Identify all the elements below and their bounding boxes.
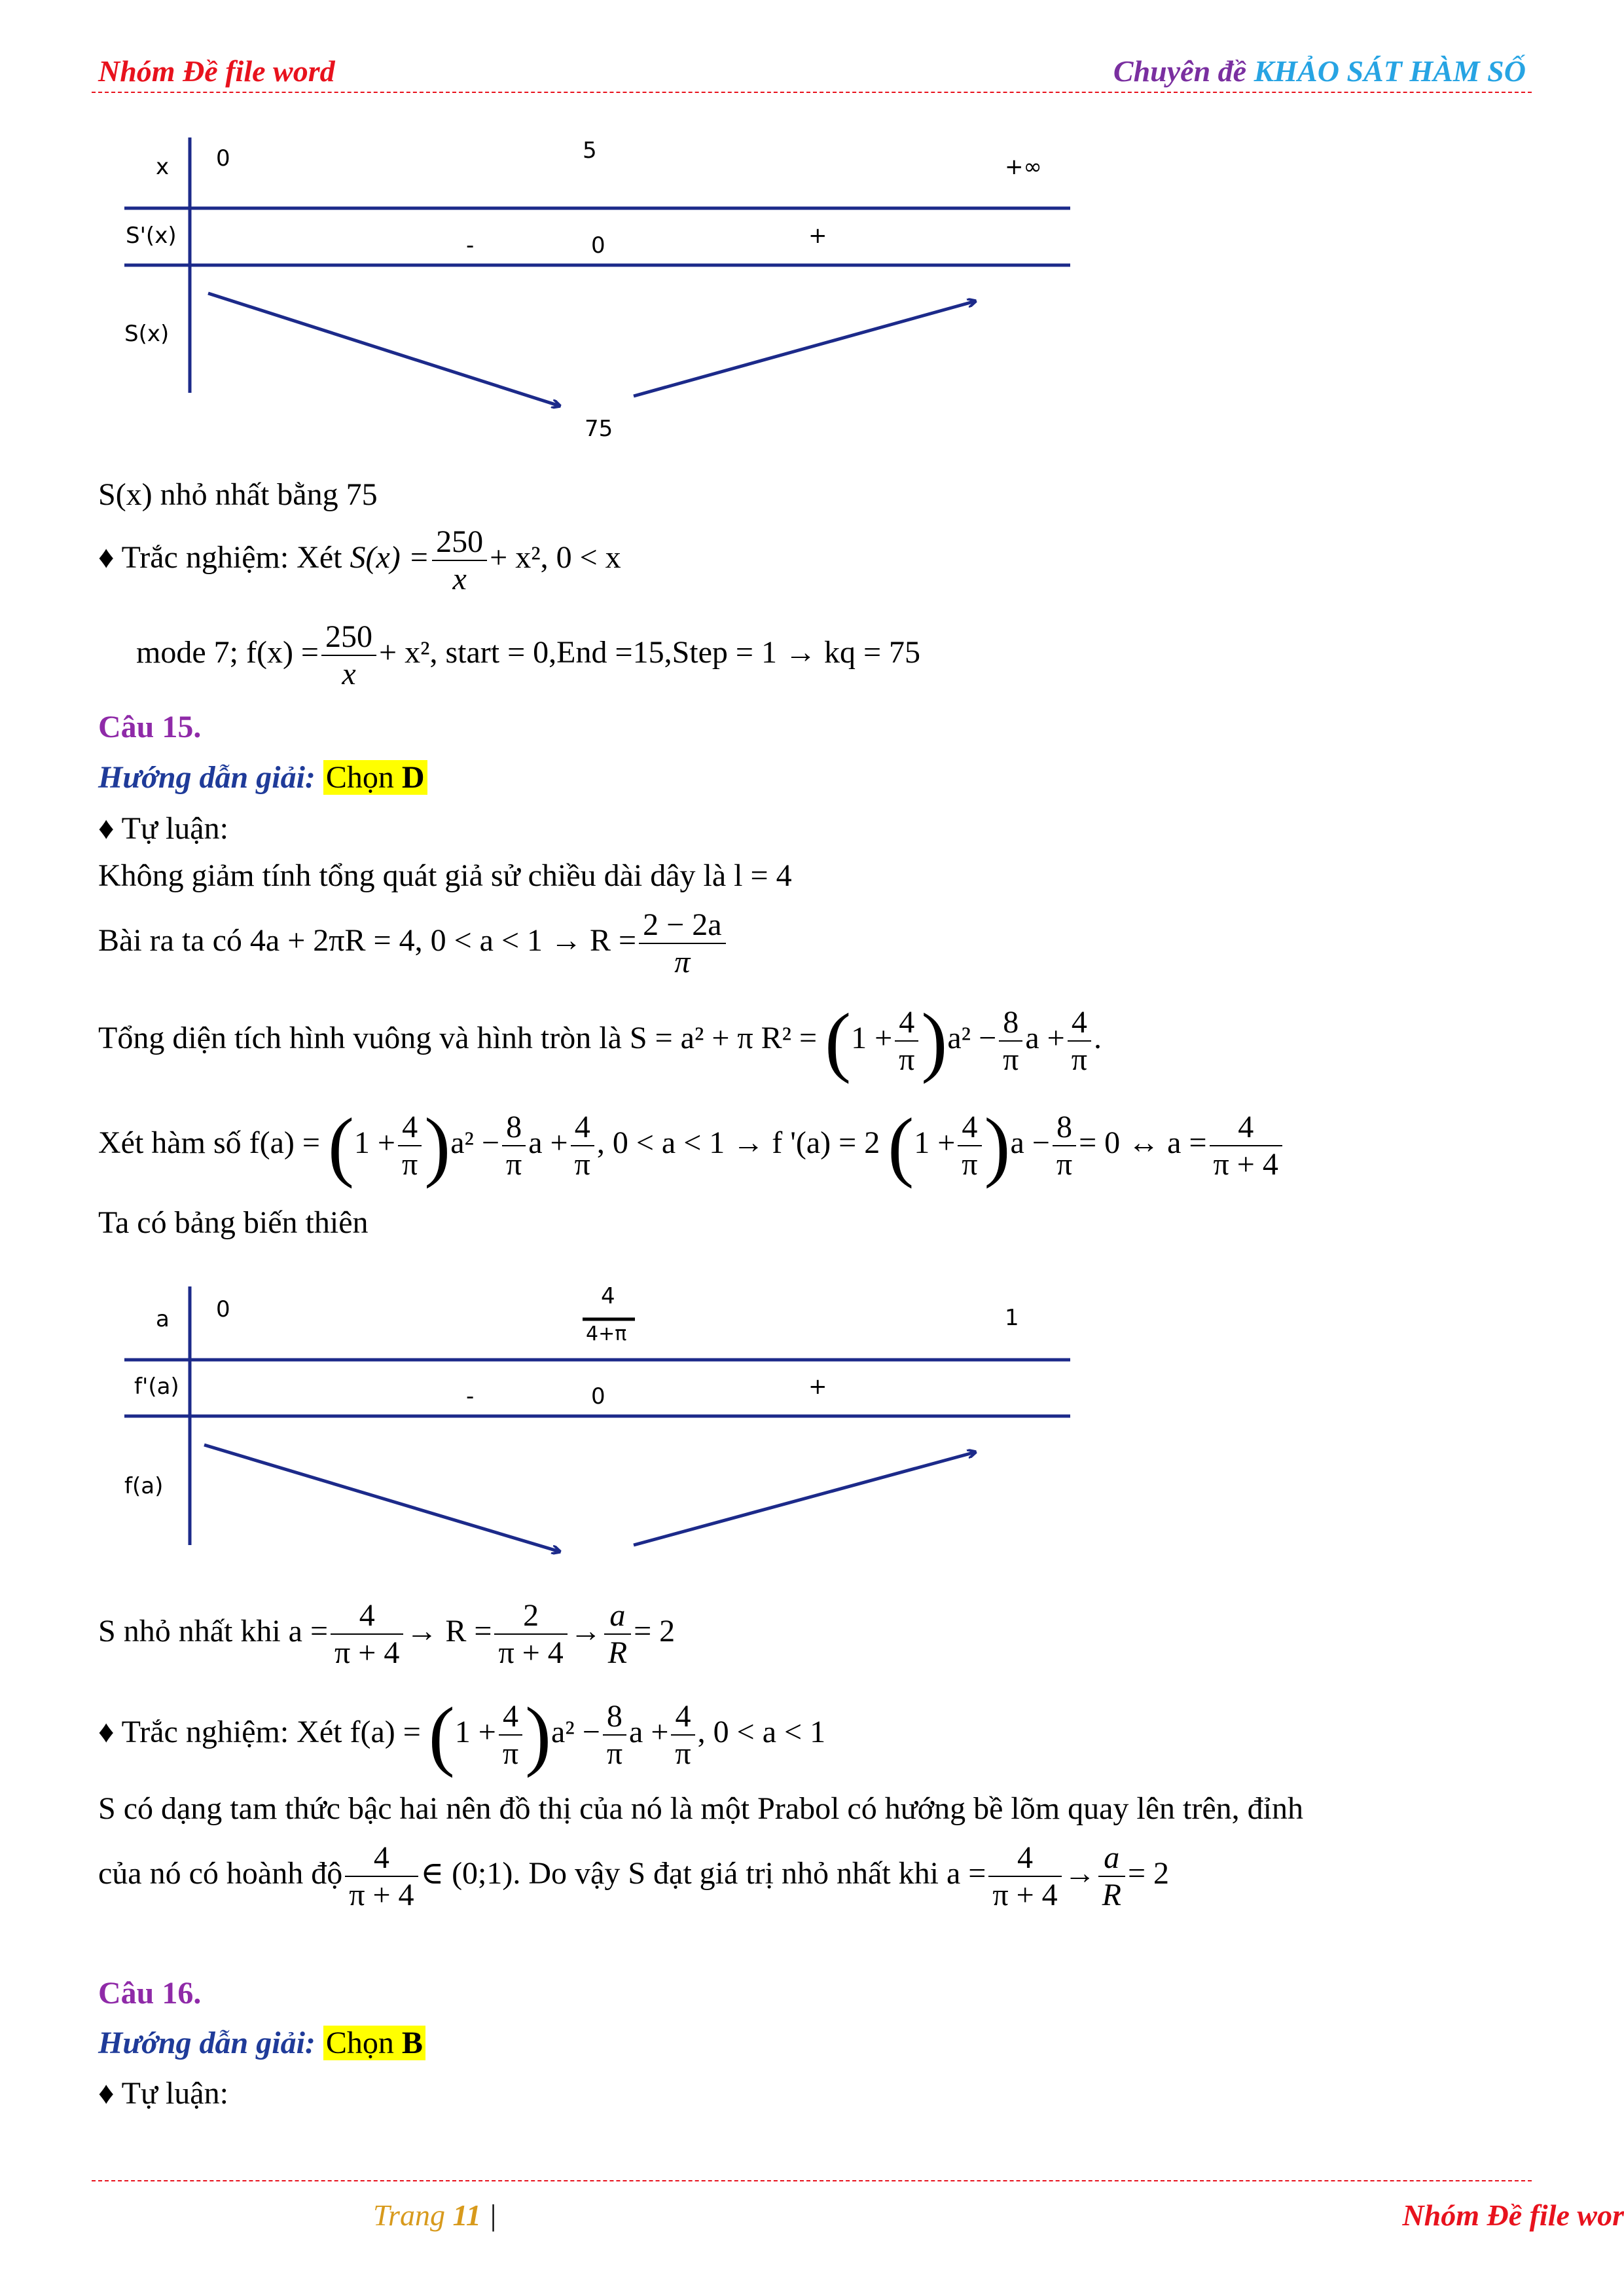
para2-den: π + 4 bbox=[349, 1878, 414, 1913]
para2-R: R bbox=[1102, 1878, 1121, 1913]
footer-page-num: 11 bbox=[452, 2198, 481, 2232]
s-min-when bbox=[98, 1597, 675, 1671]
s-min-a: a bbox=[604, 1597, 631, 1635]
q16-choose: Chọn bbox=[325, 2026, 402, 2060]
trac-nghiem-1 bbox=[98, 524, 621, 597]
tong-frac-4pi-b bbox=[1068, 1004, 1091, 1078]
tong-prefix: Tổng diện tích hình vuông và hình tròn là S = a² + π R² = bbox=[98, 1021, 818, 1056]
table1-arrow-down bbox=[208, 293, 560, 406]
table2-arrow-down bbox=[204, 1445, 560, 1552]
trac-tail: + x², 0 < x bbox=[490, 540, 621, 575]
trac2-fpi: π bbox=[502, 1736, 519, 1771]
para2-arrow: → bbox=[1064, 1856, 1096, 1891]
table1-x-start: 0 bbox=[216, 145, 230, 172]
q15-answer: D bbox=[401, 760, 425, 795]
xet-f4: 4 bbox=[398, 1109, 422, 1146]
bai-ra-num: 2 − 2a bbox=[639, 907, 725, 944]
para2-a: a bbox=[1098, 1840, 1125, 1877]
tong-fpi-3: π bbox=[1071, 1042, 1087, 1077]
xet-prefix: Xét hàm số f(a) = bbox=[98, 1125, 320, 1161]
table2-sign-right: + bbox=[808, 1374, 827, 1400]
xet-frac-4pi bbox=[398, 1109, 422, 1182]
q16-guide-label: Hướng dẫn giải: bbox=[98, 2026, 323, 2060]
xet-fpi-2: π bbox=[505, 1147, 522, 1182]
xet-rparen-2: ) bbox=[984, 1102, 1011, 1189]
xet-frac-4pi-b bbox=[571, 1109, 594, 1182]
table2-x-start: 0 bbox=[216, 1296, 230, 1322]
xet-one-plus-2: 1 + bbox=[914, 1125, 956, 1161]
trac2-f8: 8 bbox=[603, 1698, 626, 1736]
mode-den: x bbox=[342, 657, 356, 692]
para2-eq2: = 2 bbox=[1127, 1856, 1170, 1891]
tong-end: . bbox=[1093, 1021, 1102, 1056]
table1-var-label: x bbox=[156, 154, 170, 180]
footer-rule bbox=[92, 2180, 1532, 2181]
mode7-line bbox=[136, 619, 920, 692]
xet-one-plus: 1 + bbox=[353, 1125, 395, 1161]
xet-fpi-5: π bbox=[1056, 1147, 1073, 1182]
table2-deriv-label: f'(a) bbox=[134, 1374, 179, 1400]
s-min-arrow-r: → R = bbox=[406, 1614, 492, 1649]
trac-label: ♦ Trắc nghiệm: Xét bbox=[98, 540, 350, 575]
trac2-one-plus: 1 + bbox=[454, 1715, 496, 1750]
trac-nghiem-2 bbox=[98, 1691, 826, 1778]
xet-frac-8pi bbox=[502, 1109, 526, 1182]
s-min-frac-r bbox=[494, 1597, 567, 1671]
xet-mid2: a + bbox=[528, 1125, 568, 1161]
xet-result-den: π + 4 bbox=[1213, 1147, 1278, 1182]
header-left: Nhóm Đề file word bbox=[98, 54, 335, 88]
xet-f4-b: 4 bbox=[571, 1109, 594, 1146]
parabola-para-1: S có dạng tam thức bậc hai nên đồ thị của nó là một Prabol có hướng bề lõm quay lên trên, đỉnh bbox=[98, 1791, 1303, 1826]
s-min-R: R bbox=[607, 1635, 628, 1671]
trac2-fpi-2: π bbox=[606, 1736, 623, 1771]
tong-f8: 8 bbox=[999, 1004, 1022, 1042]
s-min-arrow-ar: → bbox=[569, 1614, 602, 1649]
q16-title: Câu 16. bbox=[98, 1976, 202, 2011]
mode-prefix: mode 7; f(x) = bbox=[136, 635, 319, 670]
para2-den-b: π + 4 bbox=[992, 1878, 1058, 1913]
table1-zero: 0 bbox=[591, 232, 605, 259]
tong-f4-b: 4 bbox=[1068, 1004, 1091, 1042]
s-min-num4: 4 bbox=[331, 1597, 403, 1635]
xet-f8: 8 bbox=[502, 1109, 526, 1146]
q15-answer-highlight bbox=[323, 760, 427, 795]
xet-tail3: = 0 ↔ a = bbox=[1079, 1125, 1207, 1161]
table2-x-mid-num: 4 bbox=[601, 1283, 615, 1309]
header-prefix: Chuyên đề bbox=[1113, 54, 1254, 88]
variation-table-1 bbox=[0, 0, 1624, 471]
s-min-num2: 2 bbox=[494, 1597, 567, 1635]
trac-s: S(x) = bbox=[350, 540, 430, 575]
para2-mid: ∈ (0;1). Do vậy S đạt giá trị nhỏ nhất khi a = bbox=[420, 1856, 986, 1891]
xet-result-num: 4 bbox=[1210, 1109, 1282, 1146]
xet-tail1: , 0 < a < 1 → f '(a) = 2 bbox=[596, 1125, 880, 1161]
footer-page bbox=[373, 2198, 497, 2232]
q16-answer: B bbox=[401, 2026, 423, 2060]
trac-fraction bbox=[432, 524, 487, 597]
trac2-fpi-3: π bbox=[675, 1736, 691, 1771]
table1-min-value: 75 bbox=[585, 416, 613, 442]
trac2-end: , 0 < a < 1 bbox=[697, 1715, 826, 1750]
xet-fpi-3: π bbox=[574, 1147, 590, 1182]
s-min-frac-ar bbox=[604, 1597, 631, 1671]
tong-one-plus: 1 + bbox=[851, 1021, 893, 1056]
table1-sign-right: + bbox=[808, 223, 827, 249]
q15-general: Không giảm tính tổng quát giả sử chiều dài dây là l = 4 bbox=[98, 858, 792, 893]
trac2-rparen: ) bbox=[525, 1691, 552, 1778]
xet-lparen-2: ( bbox=[888, 1102, 914, 1189]
para2-prefix: của nó có hoành độ bbox=[98, 1856, 343, 1891]
xet-frac-4pi-c bbox=[958, 1109, 981, 1182]
table2-x-mid-den: 4+π bbox=[586, 1322, 627, 1345]
q16-answer-highlight bbox=[323, 2026, 425, 2060]
tong-rparen: ) bbox=[921, 997, 948, 1084]
header-accent: KHẢO SÁT HÀM SỐ bbox=[1254, 54, 1526, 88]
trac2-f4: 4 bbox=[499, 1698, 522, 1736]
q15-choose: Chọn bbox=[325, 760, 402, 795]
mode-fraction bbox=[321, 619, 376, 692]
q16-tu-luan: ♦ Tự luận: bbox=[98, 2076, 228, 2111]
q15-title: Câu 15. bbox=[98, 710, 202, 744]
s-min-line: S(x) nhỏ nhất bằng 75 bbox=[98, 477, 378, 512]
q15-xet bbox=[98, 1102, 1285, 1189]
tong-mid2: a + bbox=[1025, 1021, 1065, 1056]
tong-fpi: π bbox=[899, 1042, 915, 1077]
tong-f4: 4 bbox=[895, 1004, 918, 1042]
trac2-frac-4pi bbox=[499, 1698, 522, 1772]
s-min-frac-a bbox=[331, 1597, 403, 1671]
xet-f8-b: 8 bbox=[1053, 1109, 1076, 1146]
xet-mid: a² − bbox=[450, 1125, 499, 1161]
q16-guide bbox=[98, 2025, 425, 2061]
table2-arrow-up bbox=[634, 1452, 975, 1545]
tong-frac-8pi bbox=[999, 1004, 1022, 1078]
trac2-mid2: a + bbox=[629, 1715, 669, 1750]
bai-ra-fraction bbox=[639, 907, 725, 980]
q15-tu-luan: ♦ Tự luận: bbox=[98, 811, 228, 846]
trac2-prefix: ♦ Trắc nghiệm: Xét f(a) = bbox=[98, 1715, 421, 1750]
para2-num-b: 4 bbox=[988, 1840, 1061, 1877]
footer-page-prefix: Trang bbox=[373, 2198, 453, 2232]
tong-frac-4pi bbox=[895, 1004, 918, 1078]
bai-ra-den: π bbox=[674, 945, 691, 980]
table1-x-end: +∞ bbox=[1005, 154, 1042, 180]
q15-bai-ra bbox=[98, 907, 729, 980]
table1-deriv-label: S'(x) bbox=[126, 223, 177, 249]
trac2-f4-b: 4 bbox=[671, 1698, 695, 1736]
variation-table-2 bbox=[0, 1244, 1624, 1584]
table2-sign-left: - bbox=[466, 1383, 475, 1410]
trac2-frac-8pi bbox=[603, 1698, 626, 1772]
variation-table-2-lines bbox=[0, 1244, 1624, 1584]
xet-rparen: ) bbox=[424, 1102, 451, 1189]
table1-x-mid: 5 bbox=[583, 137, 597, 164]
trac2-lparen: ( bbox=[428, 1691, 455, 1778]
table1-arrow-up bbox=[634, 301, 975, 396]
para2-frac bbox=[345, 1840, 418, 1913]
s-min-prefix: S nhỏ nhất khi a = bbox=[98, 1614, 329, 1649]
tong-fpi-2: π bbox=[1003, 1042, 1019, 1077]
xet-f4-c: 4 bbox=[958, 1109, 981, 1146]
tong-lparen: ( bbox=[825, 997, 852, 1084]
trac-den: x bbox=[452, 562, 467, 597]
footer-sep: | bbox=[480, 2198, 497, 2232]
table2-x-end: 1 bbox=[1005, 1305, 1019, 1331]
xet-tail2: a − bbox=[1010, 1125, 1050, 1161]
para2-frac-ar bbox=[1098, 1840, 1125, 1913]
xet-frac-8pi-b bbox=[1053, 1109, 1076, 1182]
xet-frac-result bbox=[1210, 1109, 1282, 1182]
s-min-den: π + 4 bbox=[334, 1635, 400, 1671]
s-min-eq2: = 2 bbox=[634, 1614, 676, 1649]
table2-var-label: a bbox=[156, 1306, 170, 1332]
xet-fpi-4: π bbox=[962, 1147, 978, 1182]
para2-frac-b bbox=[988, 1840, 1061, 1913]
q15-ta-co: Ta có bảng biến thiên bbox=[98, 1205, 369, 1240]
table2-zero: 0 bbox=[591, 1383, 605, 1410]
q15-guide-label: Hướng dẫn giải: bbox=[98, 760, 323, 795]
q15-tong bbox=[98, 997, 1102, 1084]
trac2-mid: a² − bbox=[551, 1715, 600, 1750]
bai-ra-prefix: Bài ra ta có 4a + 2πR = 4, 0 < a < 1 → R = bbox=[98, 923, 637, 958]
mode-num: 250 bbox=[321, 619, 376, 656]
q15-guide bbox=[98, 759, 427, 795]
s-min-den-2: π + 4 bbox=[498, 1635, 564, 1671]
mode-tail: + x², start = 0,End =15,Step = 1 → kq = 75 bbox=[379, 635, 921, 670]
tong-mid: a² − bbox=[947, 1021, 997, 1056]
para2-num: 4 bbox=[345, 1840, 418, 1877]
table1-sign-left: - bbox=[466, 232, 475, 259]
trac2-frac-4pi-b bbox=[671, 1698, 695, 1772]
xet-fpi: π bbox=[402, 1147, 418, 1182]
trac-num: 250 bbox=[432, 524, 487, 561]
table1-func-label: S(x) bbox=[124, 321, 170, 347]
table2-func-label: f(a) bbox=[124, 1473, 164, 1499]
footer-right: Nhóm Đề file wor bbox=[1402, 2198, 1624, 2232]
xet-lparen: ( bbox=[327, 1102, 354, 1189]
parabola-para-2 bbox=[98, 1840, 1169, 1913]
